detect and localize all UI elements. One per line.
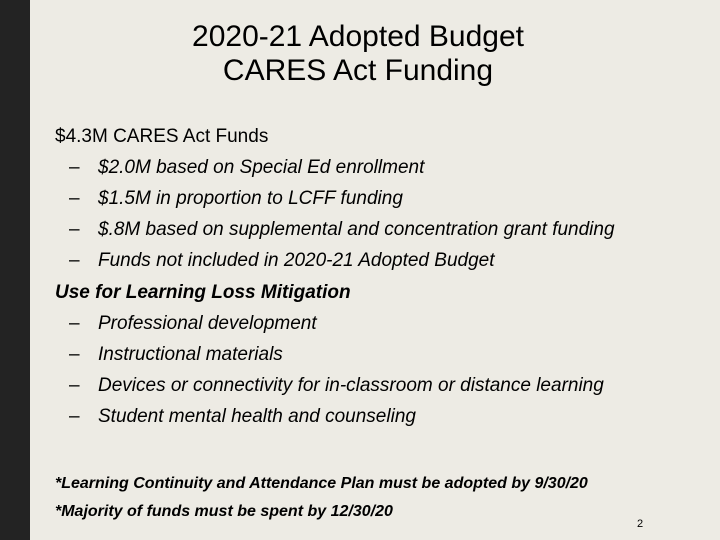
section-heading-learning-loss: Use for Learning Loss Mitigation: [55, 282, 351, 303]
list-item: [55, 248, 715, 279]
list-item-text: Devices or connectivity for in-classroom or distance learning: [98, 375, 604, 396]
list-item-text: Student mental health and counseling: [98, 406, 416, 427]
slide-content: [55, 124, 715, 435]
list-item: [55, 404, 715, 435]
page-number: 2: [637, 518, 644, 530]
footnote: *Learning Continuity and Attendance Plan must be adopted by 9/30/20: [55, 475, 588, 492]
title-line-2: CARES Act Funding: [222, 54, 494, 87]
dash-bullet: –: [69, 219, 80, 240]
list-item-text: Funds not included in 2020-21 Adopted Budget: [98, 250, 495, 271]
list-item-text: Professional development: [98, 313, 317, 334]
list-item: [55, 311, 715, 342]
footnotes: [55, 470, 715, 526]
dash-bullet: –: [69, 157, 80, 178]
dash-bullet: –: [69, 313, 80, 334]
dash-bullet: –: [69, 250, 80, 271]
dash-bullet: –: [69, 375, 80, 396]
dash-bullet: –: [69, 344, 80, 365]
section-heading-cares-funds: $4.3M CARES Act Funds: [55, 126, 269, 147]
list-item: [55, 342, 715, 373]
list-item-text: $1.5M in proportion to LCFF funding: [98, 188, 403, 209]
list-item: [55, 186, 715, 217]
list-item: [55, 373, 715, 404]
slide-title: [0, 20, 720, 88]
footnote: *Majority of funds must be spent by 12/30/20: [55, 503, 393, 520]
list-item-text: $2.0M based on Special Ed enrollment: [98, 157, 425, 178]
list-item-text: Instructional materials: [98, 344, 283, 365]
list-item: [55, 217, 715, 248]
title-line-1: 2020-21 Adopted Budget: [192, 20, 524, 53]
list-item: [55, 155, 715, 186]
list-item-text: $.8M based on supplemental and concentration grant funding: [98, 219, 615, 240]
dash-bullet: –: [69, 188, 80, 209]
dash-bullet: –: [69, 406, 80, 427]
